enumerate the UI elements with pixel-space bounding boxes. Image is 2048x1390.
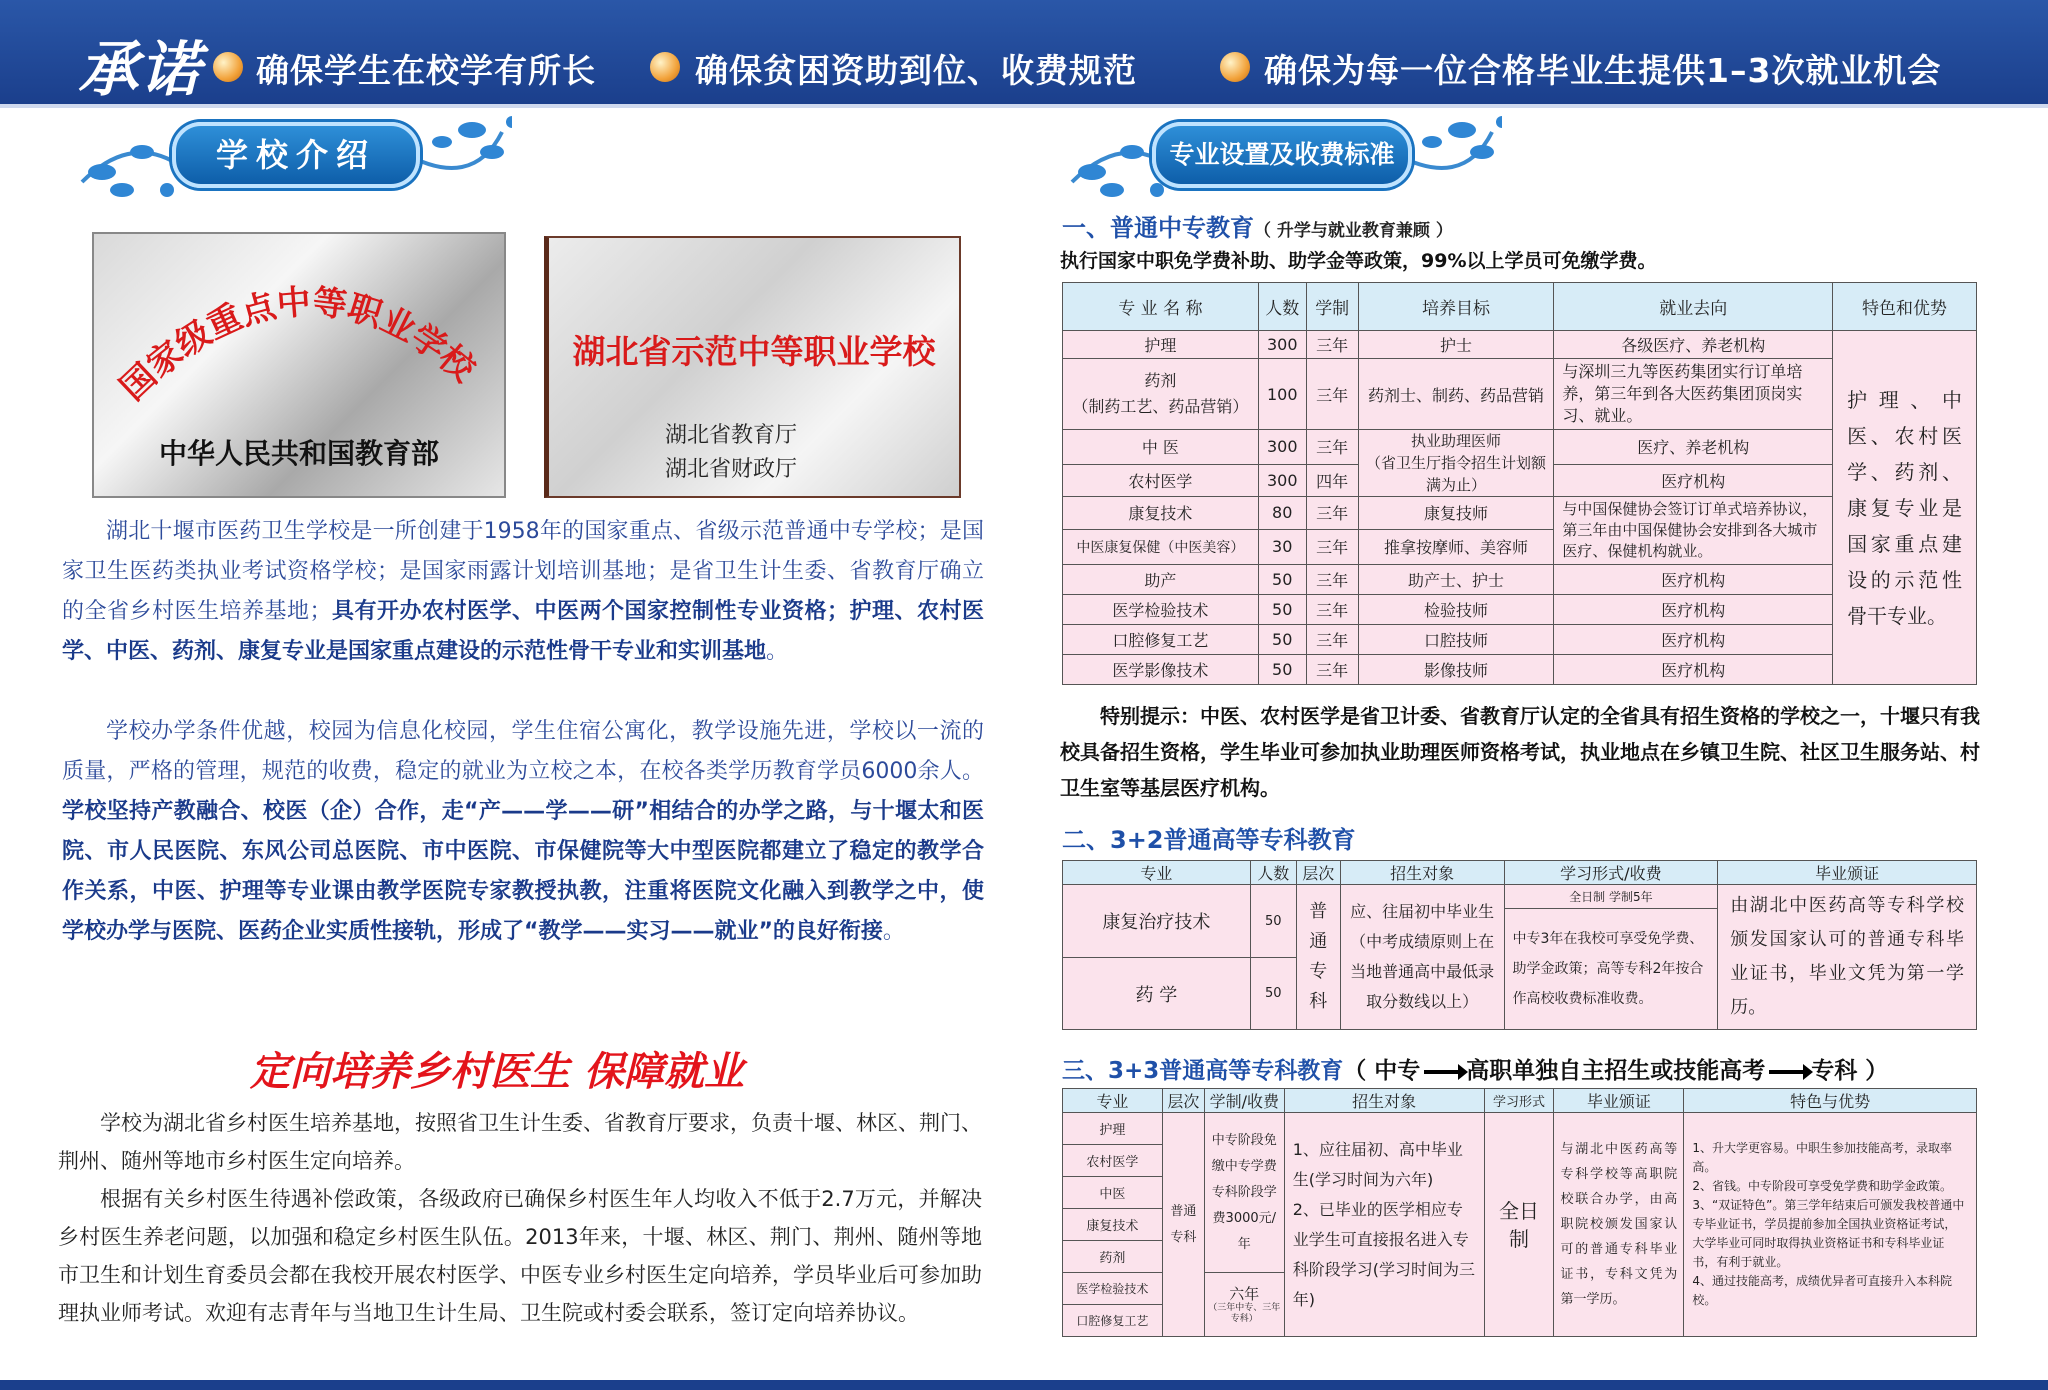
section2-title: 二、3+2普通高等专科教育 [1062, 826, 1356, 854]
header-features: 特色与优势 [1684, 1089, 1977, 1113]
row-employment: 与中国保健协会签订订单式培养协议，第三年由中国保健协会安排到各大城市医疗、保健机构就业。 [1554, 497, 1833, 565]
row-employment: 与深圳三九等医药集团实行订单培养，第三年到各大医药集团顶岗实习、就业。 [1554, 359, 1833, 430]
major-name: 康复治疗技术 [1063, 885, 1251, 958]
section3-title: 三、3+3普通高等专科教育 [1062, 1058, 1344, 1084]
features-cell: 护理、中医、农村医学、药剂、康复专业是国家重点建设的示范性骨干专业。 [1833, 331, 1977, 685]
major-name: 药 学 [1063, 958, 1251, 1030]
row-count: 300 [1258, 430, 1306, 465]
header-form: 学习形式 [1484, 1089, 1554, 1113]
section-title-majors-fees: 专业设置及收费标准 [1152, 122, 1412, 188]
certificate-cell: 与湖北中医药高等专科学校等高职院校联合办学，由高职院校颁发国家认可的普通专科毕业证书，专科文凭为第一学历。 [1554, 1113, 1684, 1337]
rural-paragraph-2: 根据有关乡村医生待遇补偿政策，各级政府已确保乡村医生年人均收入不低于2.7万元，并解决乡村医生养老问题，以加强和稳定乡村医生队伍。2013年来，十堰、林区、荆门、荆州、随州等地市卫生和计划生育委员会都在我校开展农村医学、中医专业乡村医生定向培养，学员毕业后可参加助理执业师考试。欢迎有志青年与当地卫生计生局、卫生院或村委会联系，签订定向培养协议。 [58, 1187, 982, 1325]
fee-cell: 中专阶段免缴中专学费专科阶段学费3000元/年 [1204, 1113, 1284, 1273]
intro-p1-bold: 具有开办农村医学、中医两个国家控制性专业资格；护理、农村医学、中医、药剂、康复专业是国家重点建设的示范性骨干专业和实训基地 [62, 599, 984, 664]
bottom-bar [0, 1380, 2048, 1390]
header-form-fee: 学习形式/收费 [1504, 861, 1718, 885]
row-name: 康复技术 [1063, 497, 1259, 530]
row-employment: 医疗、养老机构 [1554, 430, 1833, 465]
row-count: 30 [1258, 529, 1306, 564]
section1-subtitle: （ 升学与就业教育兼顾 ） [1254, 221, 1453, 241]
top-banner [0, 0, 2048, 108]
header-major: 专业 [1063, 1089, 1163, 1113]
row-employment: 医疗机构 [1554, 655, 1833, 685]
plaque2-issuer-2: 湖北省财政厅 [665, 457, 798, 482]
section1-title: 一、普通中专教育 [1062, 214, 1254, 242]
rural-paragraph-1: 学校为湖北省乡村医生培养基地，按照省卫生计生委、省教育厅要求，负责十堰、林区、荆门、荆州、随州等地市乡村医生定向培养。 [58, 1111, 982, 1173]
section3-heading [1062, 1052, 1888, 1085]
major-name: 口腔修复工艺 [1063, 1305, 1163, 1337]
certificate-cell: 由湖北中医药高等专科学校颁发国家认可的普通专科毕业证书，毕业文凭为第一学历。 [1718, 885, 1977, 1030]
row-count: 300 [1258, 331, 1306, 359]
plaque-arc-title [94, 234, 504, 434]
header-certificate: 毕业颁证 [1718, 861, 1977, 885]
intro-p1-text: 湖北十堰市医药卫生学校是一所创建于1958年的国家重点、省级示范普通中专学校；是国家卫生医药类执业考试资格学校；是国家雨露计划培训基地；是省卫生计生委、省教育厅确立的全省乡村医生培养基地； [62, 519, 984, 624]
row-years: 三年 [1306, 529, 1358, 564]
header-goal: 培养目标 [1358, 283, 1554, 331]
header-employment: 就业去向 [1554, 283, 1833, 331]
intro-p2-bold: 学校坚持产教融合、校医（企）合作，走“产——学——研”相结合的办学之路，与十堰太和医院、市人民医院、东风公司总医院、市中医院、市保健院等大中型医院都建立了稳定的教学合作关系，中医、护理等专业课由教学医院专家教授执教，注重将医院文化融入到教学之中，使学校办学与医院、医药企业实质性接轨，形成了“教学——实习——就业”的良好衔接 [62, 799, 984, 944]
header-years-fee: 学制/收费 [1204, 1089, 1284, 1113]
row-years: 三年 [1306, 565, 1358, 595]
form-top: 全日制 学制5年 [1504, 885, 1718, 909]
row-years: 三年 [1306, 331, 1358, 359]
row-count: 50 [1258, 655, 1306, 685]
intro-p1-end: 。 [766, 639, 789, 664]
row-count: 50 [1258, 565, 1306, 595]
row-count: 50 [1258, 625, 1306, 655]
header-count: 人数 [1258, 283, 1306, 331]
row-employment: 医疗机构 [1554, 625, 1833, 655]
row-goal: 口腔技师 [1358, 625, 1554, 655]
pledge-item-2: 确保贫困资助到位、收费规范 [695, 51, 1137, 90]
intro-p2-end: 。 [882, 919, 905, 944]
major-name: 医学检验技术 [1063, 1273, 1163, 1305]
row-count: 300 [1258, 464, 1306, 497]
row-goal: 推拿按摩师、美容师 [1358, 529, 1554, 564]
orange-bullet-icon [213, 52, 243, 82]
years-note: （三年中专、三年专科） [1208, 1302, 1281, 1324]
row-goal: 护士 [1358, 331, 1554, 359]
row-name: 助产 [1063, 565, 1259, 595]
arrow-right-icon [1769, 1070, 1807, 1074]
row-goal: 影像技师 [1358, 655, 1554, 685]
plaque2-title: 湖北省示范中等职业学校 [572, 332, 936, 371]
section-title-school-intro: 学校介绍 [172, 122, 420, 188]
row-name: 医学检验技术 [1063, 595, 1259, 625]
section3-path-start: （ 中专 [1343, 1058, 1421, 1084]
table-3plus2 [1062, 860, 1977, 1030]
header-certificate: 毕业颁证 [1554, 1089, 1684, 1113]
table-3plus3 [1062, 1088, 1977, 1337]
header-features: 特色和优势 [1833, 283, 1977, 331]
row-name: 中 医 [1063, 430, 1259, 465]
svg-text:国家级重点中等职业学校 [113, 282, 484, 408]
row-name: 农村医学 [1063, 464, 1259, 497]
row-goal: 执业助理医师 （省卫生厅指令招生计划额满为止） [1358, 430, 1554, 497]
row-name: 口腔修复工艺 [1063, 625, 1259, 655]
row-employment: 各级医疗、养老机构 [1554, 331, 1833, 359]
header-level: 层次 [1296, 861, 1340, 885]
row-name: 医学影像技术 [1063, 655, 1259, 685]
plaque-hubei-demo-school [544, 236, 961, 498]
row-years: 三年 [1306, 430, 1358, 465]
header-major: 专业 [1063, 861, 1251, 885]
pledge-title: 承诺 [78, 35, 202, 105]
target-cell: 应、往届初中毕业生（中考成绩原则上在当地普通高中最低录取分数线以上） [1340, 885, 1504, 1030]
plaque1-arc-text: 国家级重点中等职业学校 [112, 282, 483, 409]
row-years: 三年 [1306, 359, 1358, 430]
header-major: 专 业 名 称 [1063, 283, 1259, 331]
row-goal: 检验技师 [1358, 595, 1554, 625]
row-years: 三年 [1306, 625, 1358, 655]
major-name: 药剂 [1063, 1241, 1163, 1273]
orange-bullet-icon [1220, 52, 1250, 82]
header-level: 层次 [1162, 1089, 1204, 1113]
row-years: 三年 [1306, 497, 1358, 530]
row-employment: 医疗机构 [1554, 464, 1833, 497]
major-name: 护理 [1063, 1113, 1163, 1145]
row-employment: 医疗机构 [1554, 595, 1833, 625]
years-cell [1204, 1273, 1284, 1337]
level-cell: 普通专科 [1162, 1113, 1204, 1337]
section1-policy: 执行国家中职免学费补助、助学金等政策，99%以上学员可免缴学费。 [1060, 250, 1657, 272]
form-body: 中专3年在我校可享受免学费、助学金政策；高等专科2年按合作高校收费标准收费。 [1504, 909, 1718, 1030]
intro-paragraph-2 [62, 712, 984, 952]
pledge-item-3: 确保为每一位合格毕业生提供1–3次就业机会 [1264, 51, 1942, 90]
row-name: 中医康复保健（中医美容） [1063, 529, 1259, 564]
row-goal: 药剂士、制药、药品营销 [1358, 359, 1554, 430]
features-cell: 1、升大学更容易。中职生参加技能高考，录取率高。 2、省钱。中专阶段可享受免学费和助学金政策。 3、“双证特色”。第三学年结束后可颁发我校普通中专毕业证书，学员提前参加全国执业资格证考试，大学毕业可同时取得执业资格证书和专科毕业证书，有利于就业。 4、通过技能高考，成绩优异者可直接升入本科院校。 [1684, 1113, 1977, 1337]
plaque-national-key-school [92, 232, 506, 498]
row-years: 三年 [1306, 595, 1358, 625]
header-target: 招生对象 [1340, 861, 1504, 885]
major-name: 中医 [1063, 1177, 1163, 1209]
years-value: 六年 [1229, 1284, 1260, 1303]
target-cell: 1、应往届初、高中毕业生(学习时间为六年) 2、已毕业的医学相应专业学生可直接报名进入专科阶段学习(学习时间为三年) [1284, 1113, 1484, 1337]
slogan-rural-doctor: 定向培养乡村医生 保障就业 [250, 1048, 744, 1095]
orange-bullet-icon [650, 52, 680, 82]
section1-heading [1062, 208, 1453, 243]
row-goal: 助产士、护士 [1358, 565, 1554, 595]
major-count: 50 [1250, 885, 1296, 958]
row-goal: 康复技师 [1358, 497, 1554, 530]
section3-path-middle: 高职单独自主招生或技能高考 [1466, 1058, 1766, 1084]
header-count: 人数 [1250, 861, 1296, 885]
plaque2-issuer-1: 湖北省教育厅 [665, 423, 798, 448]
pledge-item-1: 确保学生在校学有所长 [256, 51, 596, 90]
intro-p2-text: 学校办学条件优越，校园为信息化校园，学生住宿公寓化，教学设施先进，学校以一流的质量，严格的管理，规范的收费，稳定的就业为立校之本，在校各类学历教育学员6000余人。 [62, 719, 984, 784]
major-name: 农村医学 [1063, 1145, 1163, 1177]
row-employment: 医疗机构 [1554, 565, 1833, 595]
arrow-right-icon [1424, 1070, 1462, 1074]
major-count: 50 [1250, 958, 1296, 1030]
header-target: 招生对象 [1284, 1089, 1484, 1113]
row-years: 四年 [1306, 464, 1358, 497]
intro-paragraph-1 [62, 512, 984, 672]
special-note: 特别提示：中医、农村医学是省卫计委、省教育厅认定的全省具有招生资格的学校之一，十堰只有我校具备招生资格，学生毕业可参加执业助理医师资格考试，执业地点在乡镇卫生院、社区卫生服务站、村卫生室等基层医疗机构。 [1060, 704, 1980, 800]
header-years: 学制 [1306, 283, 1358, 331]
form-cell: 全日制 [1484, 1113, 1554, 1337]
plaque1-issuer: 中华人民共和国教育部 [158, 437, 439, 470]
row-count: 80 [1258, 497, 1306, 530]
level-cell: 普通专科 [1296, 885, 1340, 1030]
row-name: 护理 [1063, 331, 1259, 359]
row-count: 50 [1258, 595, 1306, 625]
section3-path-end: 专科 ） [1811, 1058, 1889, 1084]
row-years: 三年 [1306, 655, 1358, 685]
row-name: 药剂 （制药工艺、药品营销） [1063, 359, 1259, 430]
major-name: 康复技术 [1063, 1209, 1163, 1241]
table-secondary-majors [1062, 282, 1977, 685]
row-count: 100 [1258, 359, 1306, 430]
